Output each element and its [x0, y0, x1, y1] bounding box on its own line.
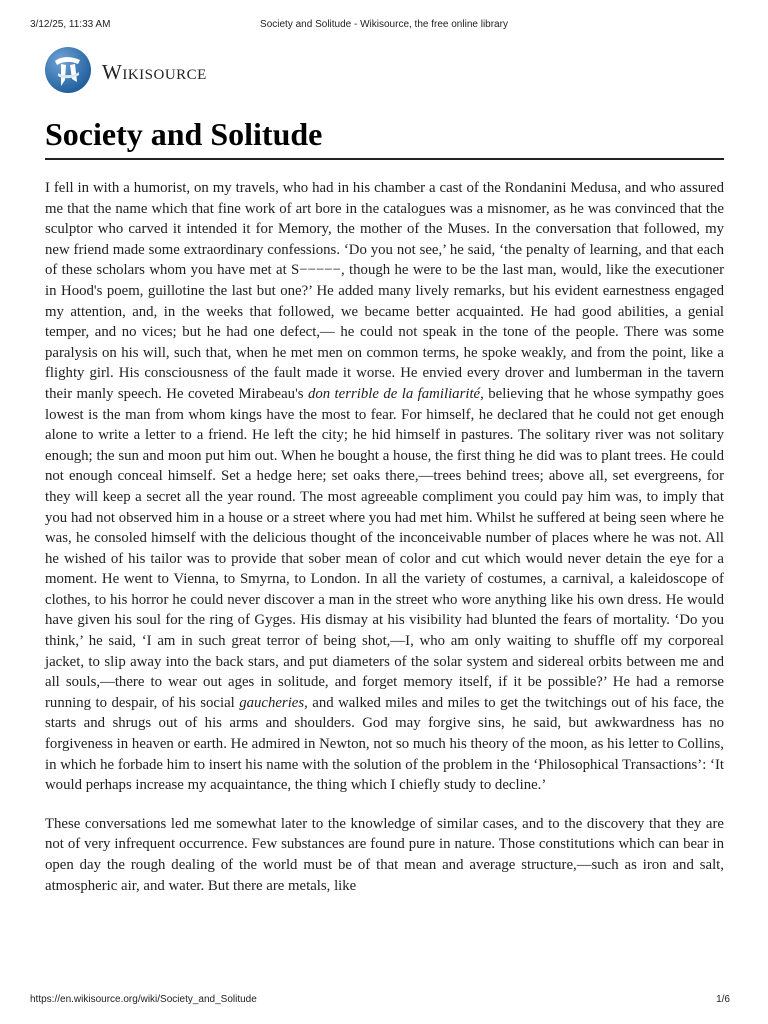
- print-page-title: Society and Solitude - Wikisource, the free online library: [260, 19, 508, 30]
- wikisource-wordmark: Wikisource: [102, 60, 207, 84]
- wikisource-globe-icon: [44, 46, 92, 94]
- print-header: [30, 19, 738, 33]
- paragraph-1: [45, 178, 724, 796]
- text-run: , believing that he whose sympathy goes lowest is the man from whom kings have the most to fear. For himself, he declared that he could not get enough alone to write a letter to a friend. He left the city; he hid himself in pastures. The solitary river was not solitary enough; the sun and moon put him out. When he bought a house, the first thing he did was to plant trees. He could not enough conceal himself. Set a hedge here; set oaks there,—trees behind trees; above all, set evergreens, for they will keep a secret all the year round. The most agreeable compliment you could pay him was, to imply that you had not observed him in a house or a street where you had met him. Whilst he suffered at being seen where he was, he consoled himself with the delicious thought of the inconceivable number of places where he was not. All he wished of his tailor was to provide that sober mean of color and cut which would never detain the eye for a moment. He went to Vienna, to Smyrna, to London. In all the variety of costumes, a carnival, a kaleidoscope of clothes, to his horror he could never discover a man in the street who wore anything like his own dress. He would have given his soul for the ring of Gyges. His dismay at his visibility had blunted the fears of mortality. ‘Do you think,’ he said, ‘I am in such great terror of being shot,—I, who am only waiting to shuffle off my corporeal jacket, to slip away into the back stars, and put diameters of the solar system and sidereal orbits between me and all souls,—there to wear out ages in solitude, and forget memory itself, if it be possible?’ He had a remorse running to despair, of his social: [45, 385, 724, 711]
- print-footer: [30, 994, 738, 1008]
- article-body: [45, 178, 724, 896]
- text-run: , and walked miles and miles to get the twitchings out of his face, the starts and shrugs out of his arms and shoulders. God may forgive sins, he said, but awkwardness has no forgiveness in heaven or earth. He admired in Newton, not so much his theory of the moon, as his letter to Collins, in which he forbade him to insert his name with the solution of the problem in the ‘Philosophical Transactions’: ‘It would perhaps increase my acquaintance, the thing which I chiefly study to decline.’: [45, 694, 724, 794]
- text-run: I fell in with a humorist, on my travels, who had in his chamber a cast of the Rondanini Medusa, and who assured me that the name which that fine work of art bore in the catalogues was a misnomer, as he was convinced that the sculptor who carved it intended it for Memory, the mother of the Muses. In the conversation that followed, my new friend made some extraordinary confessions. ‘Do you not see,’ he said, ‘the penalty of learning, and that each of these scholars whom you have met at S−−−−−, though he were to be the last man, would, like the executioner in Hood's poem, guillotine the last but one?’ He added many lively remarks, but his evident earnestness engaged my attention, and, in the weeks that followed, we became better acquainted. He had good abilities, a genial temper, and no vices; but he had one defect,— he could not speak in the tone of the people. There was some paralysis on his will, such that, when he met men on common terms, he spoke weakly, and from the point, like a flighty girl. His consciousness of the fault made it worse. He envied every drover and lumberman in the tavern their manly speech. He coveted Mirabeau's: [45, 180, 724, 402]
- text-run: These conversations led me somewhat later to the knowledge of similar cases, and to the discovery that they are not of very infrequent occurrence. Few substances are found pure in nature. Those constitutions which can bear in open day the rough dealing of the world must be of that mean and average structure,—such as iron and salt, atmospheric air, and water. But there are metals, like: [45, 815, 724, 894]
- print-page-number: 1/6: [716, 994, 730, 1005]
- print-url: https://en.wikisource.org/wiki/Society_and_Solitude: [30, 994, 257, 1005]
- print-datetime: 3/12/25, 11:33 AM: [30, 19, 111, 30]
- page-title: Society and Solitude: [45, 116, 323, 152]
- italic-phrase: don terrible de la familiarité: [307, 385, 481, 402]
- wikisource-logo[interactable]: [44, 46, 224, 98]
- paragraph-2: [45, 814, 724, 896]
- title-underline: [45, 158, 724, 160]
- italic-phrase: gaucheries: [239, 694, 305, 711]
